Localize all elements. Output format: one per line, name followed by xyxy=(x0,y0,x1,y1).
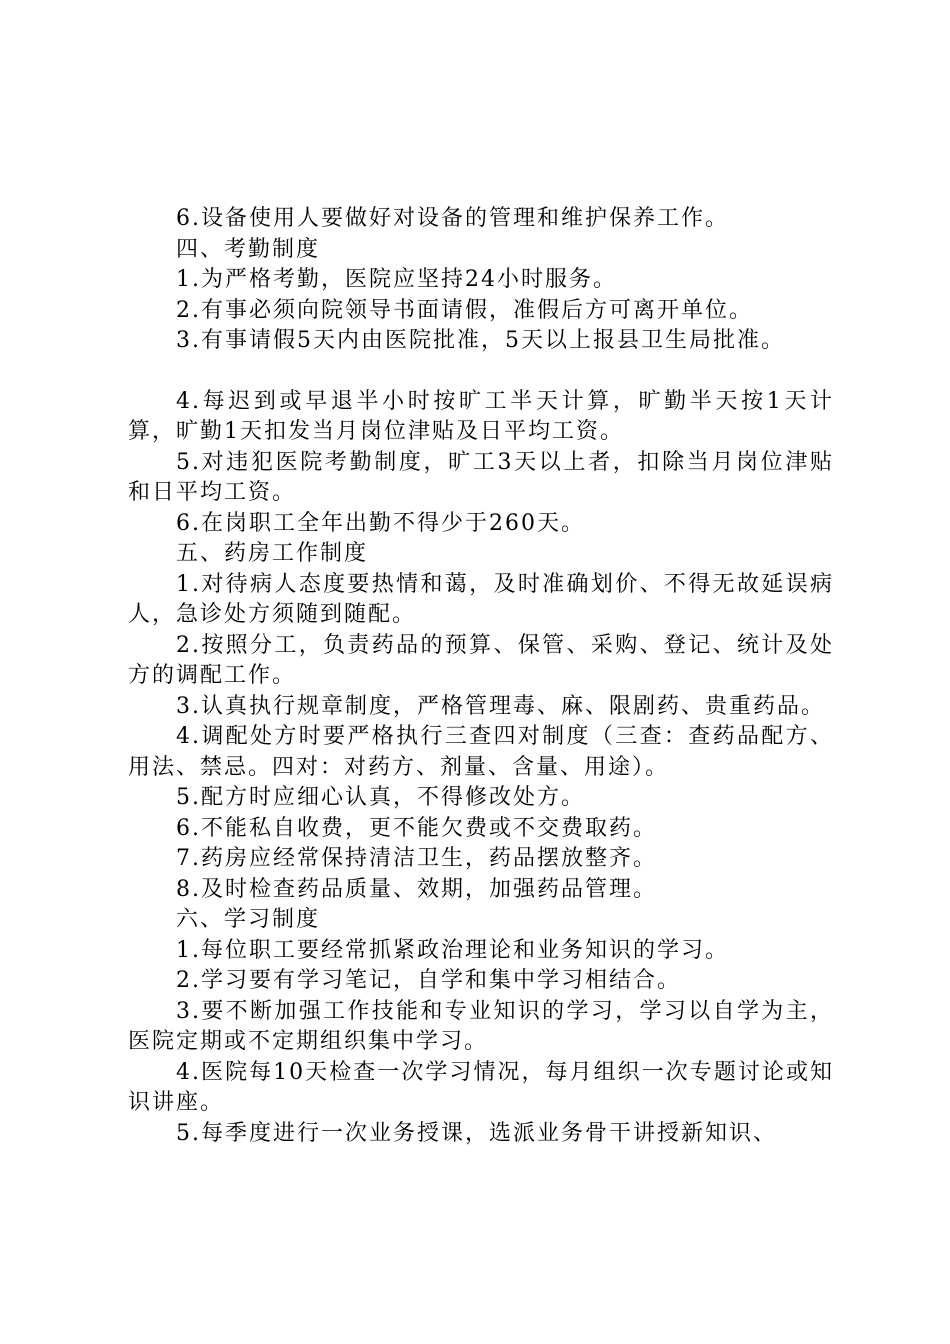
paragraph-attendance-item-6: 6.在岗职工全年出勤不得少于260天。 xyxy=(176,510,585,536)
paragraph-pharmacy-item-4: 4.调配处方时要严格执行三查四对制度（三查：查药品配方、用法、禁忌。四对：对药方、剂量、含量、用途）。 xyxy=(128,724,834,780)
paragraph-attendance-item-3: 3.有事请假5天内由医院批准，5天以上报县卫生局批准。 xyxy=(176,328,785,353)
paragraph-study-item-2: 2.学习要有学习笔记，自学和集中学习相结合。 xyxy=(176,968,681,993)
heading-attendance-system: 四、考勤制度 xyxy=(176,236,321,262)
paragraph-pharmacy-item-5: 5.配方时应细心认真，不得修改处方。 xyxy=(176,785,585,810)
paragraph-pharmacy-item-2: 2.按照分工，负责药品的预算、保管、采购、登记、统计及处方的调配工作。 xyxy=(128,632,834,688)
paragraph-study-item-5: 5.每季度进行一次业务授课，选派业务骨干讲授新知识、 xyxy=(176,1120,777,1146)
paragraph-study-item-4: 4.医院每10天检查一次学习情况，每月组织一次专题讨论或知识讲座。 xyxy=(128,1059,834,1115)
paragraph-attendance-item-2: 2.有事必须向院领导书面请假，准假后方可离开单位。 xyxy=(176,297,753,323)
paragraph-attendance-item-4: 4.每迟到或早退半小时按旷工半天计算，旷勤半天按1天计算，旷勤1天扣发当月岗位津贴及日平均工资。 xyxy=(128,388,834,444)
paragraph-attendance-item-5: 5.对违犯医院考勤制度，旷工3天以上者，扣除当月岗位津贴和日平均工资。 xyxy=(128,449,834,505)
paragraph-study-item-3: 3.要不断加强工作技能和专业知识的学习，学习以自学为主，医院定期或不定期组织集中学习。 xyxy=(128,998,834,1054)
document-body xyxy=(128,204,834,1149)
paragraph-pharmacy-item-8: 8.及时检查药品质量、效期，加强药品管理。 xyxy=(176,876,657,902)
paragraph-study-item-1: 1.每位职工要经常抓紧政治理论和业务知识的学习。 xyxy=(176,937,729,963)
paragraph-pharmacy-item-1: 1.对待病人态度要热情和蔼，及时准确划价、不得无故延误病人，急诊处方须随到随配。 xyxy=(128,571,834,627)
paragraph-attendance-item-1: 1.为严格考勤，医院应坚持24小时服务。 xyxy=(176,267,617,292)
heading-pharmacy-system: 五、药房工作制度 xyxy=(176,541,369,566)
heading-study-system: 六、学习制度 xyxy=(176,907,321,932)
paragraph-equipment-item-6: 6.设备使用人要做好对设备的管理和维护保养工作。 xyxy=(176,206,729,231)
paragraph-pharmacy-item-6: 6.不能私自收费，更不能欠费或不交费取药。 xyxy=(176,815,657,841)
paragraph-pharmacy-item-3: 3.认真执行规章制度，严格管理毒、麻、限剧药、贵重药品。 xyxy=(176,693,825,719)
paragraph-pharmacy-item-7: 7.药房应经常保持清洁卫生，药品摆放整齐。 xyxy=(176,846,657,871)
